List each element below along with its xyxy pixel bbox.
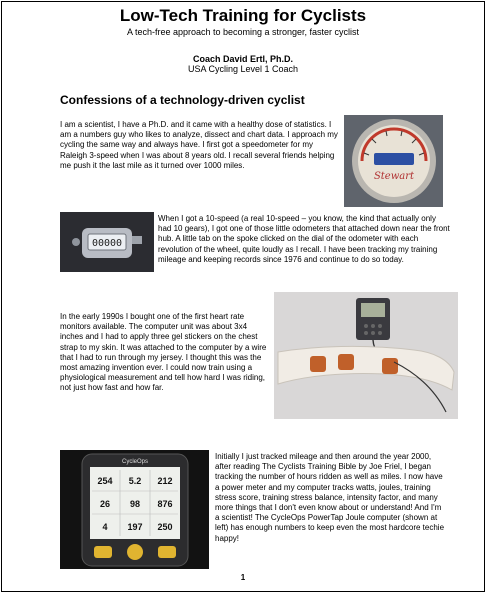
joule-value: 4 [102, 522, 108, 532]
paragraph-4: Initially I just tracked mileage and then around the year 2000, after reading The Cyclists Training Bible by Joe Friel, I began tracking the number of hours ridden as well as miles. I now have a power meter and my computer tracks watts, joules, training stress score, training stress balance, intensity factor, and many more things that I don't even know about or understand! And I'm a scientist! The CycleOps PowerTap Joule computer (shown at left) has enough numbers to keep even the most hardcore techie happy! [215, 452, 445, 543]
joule-value: 197 [127, 522, 143, 532]
document-subtitle: A tech-free approach to becoming a stronger, faster cyclist [126, 27, 360, 37]
joule-value: 254 [97, 476, 113, 486]
joule-value: 98 [129, 499, 141, 509]
section-heading: Confessions of a technology-driven cyclist [60, 93, 305, 107]
document-page [1, 1, 485, 592]
odometer-photo [60, 212, 154, 272]
author-credential: USA Cycling Level 1 Coach [187, 64, 299, 74]
joule-value: 5.2 [128, 476, 142, 486]
joule-value: 212 [157, 476, 173, 486]
joule-value: 250 [157, 522, 173, 532]
joule-brand-text: CycleOps [121, 459, 149, 465]
joule-computer-photo [60, 450, 209, 569]
author-name: Coach David Ertl, Ph.D. [192, 54, 294, 64]
speedometer-photo [344, 115, 443, 207]
document-title: Low-Tech Training for Cyclists [119, 6, 367, 25]
joule-value: 876 [157, 499, 173, 509]
page-number: 1 [240, 573, 246, 582]
paragraph-1: I am a scientist, I have a Ph.D. and it came with a healthy dose of statistics. I am a numbers guy who likes to analyze, dissect and chart data. I approach my cycling the same way and always have. I first got a speedometer for my Raleigh 3-speed when I was about 8 years old. I recall several friends helping me push it the last mile as it turned over 1000 miles. [60, 120, 338, 170]
speedometer-brand-text: Stewart [373, 171, 415, 182]
odometer-digits: 00000 [91, 238, 123, 249]
heart-rate-monitor-photo [274, 292, 458, 419]
paragraph-2: When I got a 10-speed (a real 10-speed – you know, the kind that actually only had 10 gears), I got one of those little odometers that attached down near the front hub. A little tab on the spoke clicked on the dial of the odometer with each revolution of the wheel, quite loudly as I recall. I have been tracking my training mileage and keeping records since 1976 and continue to do so today. [158, 214, 450, 264]
joule-value: 26 [99, 499, 111, 509]
paragraph-3: In the early 1990s I bought one of the first heart rate monitors available. The computer unit was about 3x4 inches and I had to apply three gel stickers on the chest strap to my skin. It was attached to the computer by a wire that I had to run through my jersey. I thought this was the most amazing invention ever. I could now train using a physiological measurement and tell how hard I was riding, not just how fast and how far. [60, 312, 267, 393]
